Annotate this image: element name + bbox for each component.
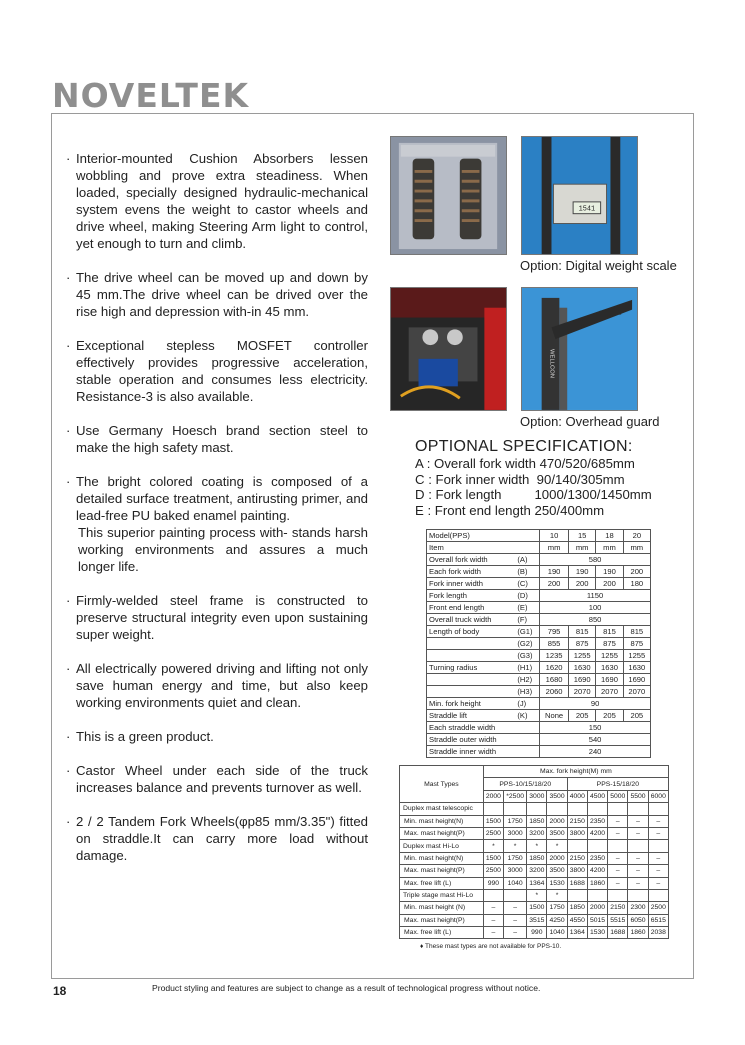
mast-note-marker [648, 840, 668, 852]
photo-overhead-guard [521, 287, 638, 411]
mast-row [400, 827, 669, 839]
mast-value: 3800 [567, 865, 587, 877]
mast-note-marker [648, 889, 668, 901]
mast-value: – [628, 865, 648, 877]
spec-code [516, 722, 539, 734]
mast-value: – [504, 902, 527, 914]
spec-code: (E) [516, 602, 539, 614]
mast-group-1: PPS-10/15/18/20 [483, 778, 567, 790]
mast-height-cell: *2500 [504, 790, 527, 802]
mast-section-name: Triple stage mast Hi-Lo [400, 889, 484, 901]
spec-code: (K) [516, 710, 539, 722]
max-fork-height-header: Max. fork height(M) mm [483, 766, 668, 778]
mast-value: 4550 [567, 914, 587, 926]
spec-value: 855 [540, 638, 569, 650]
spec-code: (A) [516, 554, 539, 566]
mast-row-label: Min. mast height (N) [400, 902, 484, 914]
mast-height-cell: 3500 [547, 790, 567, 802]
feature-item [66, 728, 368, 745]
mast-note-marker: * [483, 840, 503, 852]
feature-text: The bright colored coating is composed of a detailed surface treatment, antirusting primer, and lead-free PU baked enamel painting. [76, 474, 368, 523]
spec-value: 1150 [540, 590, 651, 602]
mast-note-marker [648, 803, 668, 815]
mast-height-cell: 5500 [628, 790, 648, 802]
spec-header-row [427, 542, 651, 554]
spec-code: (H1) [516, 662, 539, 674]
spec-value: 875 [596, 638, 623, 650]
mast-value: 4200 [587, 865, 607, 877]
spec-value: 1255 [569, 650, 596, 662]
spec-value: 200 [569, 578, 596, 590]
spec-value: 540 [540, 734, 651, 746]
spec-value: 200 [540, 578, 569, 590]
mast-value: 2350 [587, 852, 607, 864]
scale-display: 1541 [578, 205, 596, 214]
spec-value: 240 [540, 746, 651, 758]
mast-note-marker: * [547, 840, 567, 852]
feature-text: Firmly-welded steel frame is constructed to preserve structural integrity even upon sustaining super weight. [76, 593, 368, 642]
spec-header-cell: Item [427, 542, 517, 554]
mast-note-marker [527, 803, 547, 815]
spec-value: 1630 [623, 662, 650, 674]
photo-cushion-absorbers [390, 136, 507, 255]
spec-value: 1690 [596, 674, 623, 686]
mast-value: 990 [483, 877, 503, 889]
feature-text: Exceptional stepless MOSFET controller effectively provides progressive acceleration, stable operation and consumes less electricity. Resistance-3 is also available. [76, 338, 368, 404]
optional-spec-line: C : Fork inner width 90/140/305mm [415, 471, 625, 487]
mast-header-row [400, 766, 669, 778]
mast-value: 1688 [567, 877, 587, 889]
spec-value: 580 [540, 554, 651, 566]
spec-value: 815 [569, 626, 596, 638]
mast-value: 1040 [547, 927, 567, 939]
spec-code [516, 734, 539, 746]
footer-disclaimer: Product styling and features are subject to change as a result of technological progress without notice. [152, 983, 541, 993]
feature-extra-text: This superior painting process with- stands harsh working environments and assures a much longer life. [78, 525, 368, 574]
spec-value: 875 [569, 638, 596, 650]
mast-value: 1500 [483, 852, 503, 864]
mast-value: 1860 [628, 927, 648, 939]
spec-value: 795 [540, 626, 569, 638]
mast-value: – [483, 914, 503, 926]
mast-value: 2150 [608, 902, 628, 914]
spec-value: None [540, 710, 569, 722]
page-number: 18 [53, 984, 67, 998]
feature-item [66, 592, 368, 643]
mast-note-marker: * [527, 840, 547, 852]
spec-row [427, 554, 651, 566]
mast-value: 1750 [504, 852, 527, 864]
mast-value: 2038 [648, 927, 668, 939]
mast-value: – [483, 902, 503, 914]
mast-note-marker [628, 803, 648, 815]
spec-header-cell: 18 [596, 530, 623, 542]
spec-value: 200 [623, 566, 650, 578]
mast-types-table [399, 765, 669, 939]
spec-label: Length of body [427, 626, 517, 638]
mast-value: 2500 [648, 902, 668, 914]
mast-row-label: Min. mast height(N) [400, 852, 484, 864]
spec-value: 1255 [623, 650, 650, 662]
mast-note-marker [587, 840, 607, 852]
spec-code: (G3) [516, 650, 539, 662]
spec-value: 1680 [540, 674, 569, 686]
mast-value: 4200 [587, 827, 607, 839]
spec-code: (F) [516, 614, 539, 626]
photo-mosfet-controller [390, 287, 507, 411]
spec-label: Overall truck width [427, 614, 517, 626]
mast-brand-label: WELLCON [548, 349, 555, 379]
mast-note-marker [567, 840, 587, 852]
mast-row-label: Min. mast height(N) [400, 815, 484, 827]
mast-note: ♦ These mast types are not available for PPS-10. [420, 943, 562, 950]
spec-code: (C) [516, 578, 539, 590]
mast-height-cell: 5000 [608, 790, 628, 802]
mast-value: – [483, 927, 503, 939]
spec-code: (H2) [516, 674, 539, 686]
mast-value: – [628, 852, 648, 864]
mast-value: 3500 [547, 865, 567, 877]
mast-value: 3200 [527, 865, 547, 877]
feature-text: Interior-mounted Cushion Absorbers lessen wobbling and prove extra steadiness. When loaded, specially designed hydraulic-mechanical system evens the weight to castor wheels and drive wheel, making Steering Arm light to control, yet enough to turn and climb. [76, 151, 368, 251]
spec-code: (J) [516, 698, 539, 710]
feature-item [66, 422, 368, 456]
feature-item [66, 813, 368, 864]
spec-label: Overall fork width [427, 554, 517, 566]
spec-label [427, 686, 517, 698]
spec-value: 2070 [596, 686, 623, 698]
spec-value: 1630 [596, 662, 623, 674]
mast-value: 5515 [608, 914, 628, 926]
spec-label: Straddle lift [427, 710, 517, 722]
mast-value: – [648, 815, 668, 827]
spec-value: 190 [569, 566, 596, 578]
spec-row [427, 686, 651, 698]
mast-value: 3000 [504, 865, 527, 877]
spec-header-cell: 20 [623, 530, 650, 542]
mast-note-marker [483, 803, 503, 815]
spec-value: 190 [540, 566, 569, 578]
spec-value: 1690 [623, 674, 650, 686]
mast-section-name: Duplex mast Hi-Lo [400, 840, 484, 852]
mast-row [400, 852, 669, 864]
spec-row [427, 722, 651, 734]
mast-value: – [608, 827, 628, 839]
mast-value: 1364 [527, 877, 547, 889]
mast-value: 1750 [547, 902, 567, 914]
mast-note-marker [587, 889, 607, 901]
mast-note-marker [567, 889, 587, 901]
spec-header-cell: mm [623, 542, 650, 554]
spec-value: 205 [569, 710, 596, 722]
mast-note-marker [608, 889, 628, 901]
spec-label [427, 674, 517, 686]
spec-header-cell: 15 [569, 530, 596, 542]
spec-value: 1620 [540, 662, 569, 674]
mast-value: 2000 [547, 852, 567, 864]
mast-note-marker [587, 803, 607, 815]
mast-row [400, 865, 669, 877]
spec-value: 150 [540, 722, 651, 734]
spec-row [427, 746, 651, 758]
spec-value: 100 [540, 602, 651, 614]
feature-item [66, 269, 368, 320]
spec-label: Front end length [427, 602, 517, 614]
mast-value: – [628, 827, 648, 839]
spec-value: 205 [596, 710, 623, 722]
feature-text: The drive wheel can be moved up and down by 45 mm.The drive wheel can be drived over the rise high and depression with-in 45 mm. [76, 270, 368, 319]
spec-label: Fork length [427, 590, 517, 602]
mast-row-label: Max. mast height(P) [400, 827, 484, 839]
spec-header-cell: mm [569, 542, 596, 554]
spec-value: 850 [540, 614, 651, 626]
spec-row [427, 590, 651, 602]
mast-value: 5015 [587, 914, 607, 926]
mast-value: 3500 [547, 827, 567, 839]
mast-note-marker [628, 840, 648, 852]
mast-value: – [504, 927, 527, 939]
mast-value: 2350 [587, 815, 607, 827]
mast-value: 1860 [587, 877, 607, 889]
spec-value: 2070 [623, 686, 650, 698]
spec-value: 2060 [540, 686, 569, 698]
mast-value: 1850 [567, 902, 587, 914]
mast-height-cell: 4500 [587, 790, 607, 802]
mast-height-cell: 2000 [483, 790, 503, 802]
mast-row [400, 877, 669, 889]
spec-header-row [427, 530, 651, 542]
spec-code [516, 746, 539, 758]
mast-value: – [608, 865, 628, 877]
mast-value: – [608, 852, 628, 864]
spec-value: 205 [623, 710, 650, 722]
spec-value: 1690 [569, 674, 596, 686]
mast-row [400, 927, 669, 939]
spec-code: (B) [516, 566, 539, 578]
spec-value: 815 [596, 626, 623, 638]
mast-value: 2150 [567, 852, 587, 864]
mast-row [400, 815, 669, 827]
spec-value: 90 [540, 698, 651, 710]
mast-value: – [648, 827, 668, 839]
spec-header-cell [516, 530, 539, 542]
caption-overhead-guard: Option: Overhead guard [520, 414, 660, 429]
spec-row [427, 650, 651, 662]
mast-row [400, 902, 669, 914]
spec-row [427, 734, 651, 746]
spec-row [427, 602, 651, 614]
mast-value: 2000 [547, 815, 567, 827]
mast-value: – [648, 852, 668, 864]
spec-value: 1235 [540, 650, 569, 662]
optional-spec-line: A : Overall fork width 470/520/685mm [415, 456, 635, 471]
mast-value: 2500 [483, 827, 503, 839]
mast-value: 1850 [527, 815, 547, 827]
spec-row [427, 698, 651, 710]
mast-section-row [400, 889, 669, 901]
mast-note-marker: * [527, 889, 547, 901]
caption-digital-weight-scale: Option: Digital weight scale [520, 258, 677, 273]
brand-logo: NOVELTEK [52, 76, 250, 115]
optional-specification [415, 438, 652, 518]
mast-value: – [628, 877, 648, 889]
mast-note-marker [504, 889, 527, 901]
spec-label: Each fork width [427, 566, 517, 578]
mast-value: 2300 [628, 902, 648, 914]
mast-value: 1500 [483, 815, 503, 827]
mast-note-marker [504, 803, 527, 815]
mast-note-marker [483, 889, 503, 901]
mast-value: 3515 [527, 914, 547, 926]
spec-row [427, 566, 651, 578]
spec-label: Fork inner width [427, 578, 517, 590]
mast-types-title: Mast Types [400, 766, 484, 803]
spec-label: Straddle inner width [427, 746, 517, 758]
spec-value: 190 [596, 566, 623, 578]
spec-label: Straddle outer width [427, 734, 517, 746]
spec-value: 815 [623, 626, 650, 638]
spec-code: (D) [516, 590, 539, 602]
feature-text: Use Germany Hoesch brand section steel to make the high safety mast. [76, 423, 368, 455]
mast-value: 1530 [587, 927, 607, 939]
mast-value: 1500 [527, 902, 547, 914]
spec-value: 875 [623, 638, 650, 650]
spec-header-cell [516, 542, 539, 554]
mast-row-label: Max. mast height(P) [400, 914, 484, 926]
mast-value: 1750 [504, 815, 527, 827]
mast-value: 1530 [547, 877, 567, 889]
mast-value: 990 [527, 927, 547, 939]
spec-value: 1630 [569, 662, 596, 674]
mast-group-2: PPS-15/18/20 [567, 778, 668, 790]
spec-row [427, 614, 651, 626]
mast-value: 4250 [547, 914, 567, 926]
spec-row [427, 662, 651, 674]
mast-section-row [400, 803, 669, 815]
spec-label [427, 650, 517, 662]
mast-value: 1364 [567, 927, 587, 939]
optional-spec-line: E : Front end length 250/400mm [415, 502, 605, 518]
spec-label: Min. fork height [427, 698, 517, 710]
feature-text: All electrically powered driving and lifting not only save human energy and time, but also keep working environments quiet and clean. [76, 661, 368, 710]
feature-item [66, 150, 368, 252]
spec-header-cell: Model(PPS) [427, 530, 517, 542]
mast-height-cell: 4000 [567, 790, 587, 802]
feature-text: 2 / 2 Tandem Fork Wheels(φp85 mm/3.35") fitted on straddle.It can carry more load without damage. [76, 814, 368, 863]
optional-spec-title: OPTIONAL SPECIFICATION: [415, 438, 633, 455]
mast-value: 3200 [527, 827, 547, 839]
spec-header-cell: mm [596, 542, 623, 554]
mast-value: 2150 [567, 815, 587, 827]
mast-value: 6050 [628, 914, 648, 926]
spec-header-cell: 10 [540, 530, 569, 542]
spec-value: 180 [623, 578, 650, 590]
mast-value: 2500 [483, 865, 503, 877]
mast-value: 1850 [527, 852, 547, 864]
spec-code: (G2) [516, 638, 539, 650]
mast-value: 3000 [504, 827, 527, 839]
spec-table [426, 529, 651, 758]
mast-value: – [628, 815, 648, 827]
feature-text: This is a green product. [76, 729, 214, 744]
feature-list [66, 150, 368, 881]
mast-note-marker: * [504, 840, 527, 852]
mast-value: 1688 [608, 927, 628, 939]
mast-note-marker [608, 803, 628, 815]
spec-value: 200 [596, 578, 623, 590]
mast-section-name: Duplex mast telescopic [400, 803, 484, 815]
mast-value: – [648, 877, 668, 889]
photo-digital-weight-scale [521, 136, 638, 255]
mast-value: – [504, 914, 527, 926]
mast-row [400, 914, 669, 926]
optional-spec-line: D : Fork length 1000/1300/1450mm [415, 487, 652, 502]
spec-row [427, 710, 651, 722]
mast-height-cell: 6000 [648, 790, 668, 802]
spec-row [427, 638, 651, 650]
spec-value: 1255 [596, 650, 623, 662]
spec-label: Turning radius [427, 662, 517, 674]
mast-note-marker: * [547, 889, 567, 901]
feature-item [66, 660, 368, 711]
spec-value: 2070 [569, 686, 596, 698]
feature-text: Castor Wheel under each side of the truck increases balance and prevents turnover as well. [76, 763, 368, 795]
mast-value: 6515 [648, 914, 668, 926]
spec-label: Each straddle width [427, 722, 517, 734]
spec-header-cell: mm [540, 542, 569, 554]
mast-note-marker [608, 840, 628, 852]
mast-value: 1040 [504, 877, 527, 889]
mast-value: – [648, 865, 668, 877]
mast-value: 2000 [587, 902, 607, 914]
spec-row [427, 626, 651, 638]
mast-value: – [608, 877, 628, 889]
feature-item [66, 337, 368, 405]
mast-height-cell: 3000 [527, 790, 547, 802]
feature-item [66, 473, 368, 575]
spec-row [427, 578, 651, 590]
spec-label [427, 638, 517, 650]
mast-row-label: Max. free lift (L) [400, 927, 484, 939]
spec-code: (G1) [516, 626, 539, 638]
spec-row [427, 674, 651, 686]
spec-code: (H3) [516, 686, 539, 698]
mast-note-marker [567, 803, 587, 815]
mast-section-row [400, 840, 669, 852]
mast-note-marker [547, 803, 567, 815]
mast-value: – [608, 815, 628, 827]
mast-row-label: Max. mast height(P) [400, 865, 484, 877]
mast-value: 3800 [567, 827, 587, 839]
mast-row-label: Max. free lift (L) [400, 877, 484, 889]
mast-note-marker [628, 889, 648, 901]
feature-item [66, 762, 368, 796]
